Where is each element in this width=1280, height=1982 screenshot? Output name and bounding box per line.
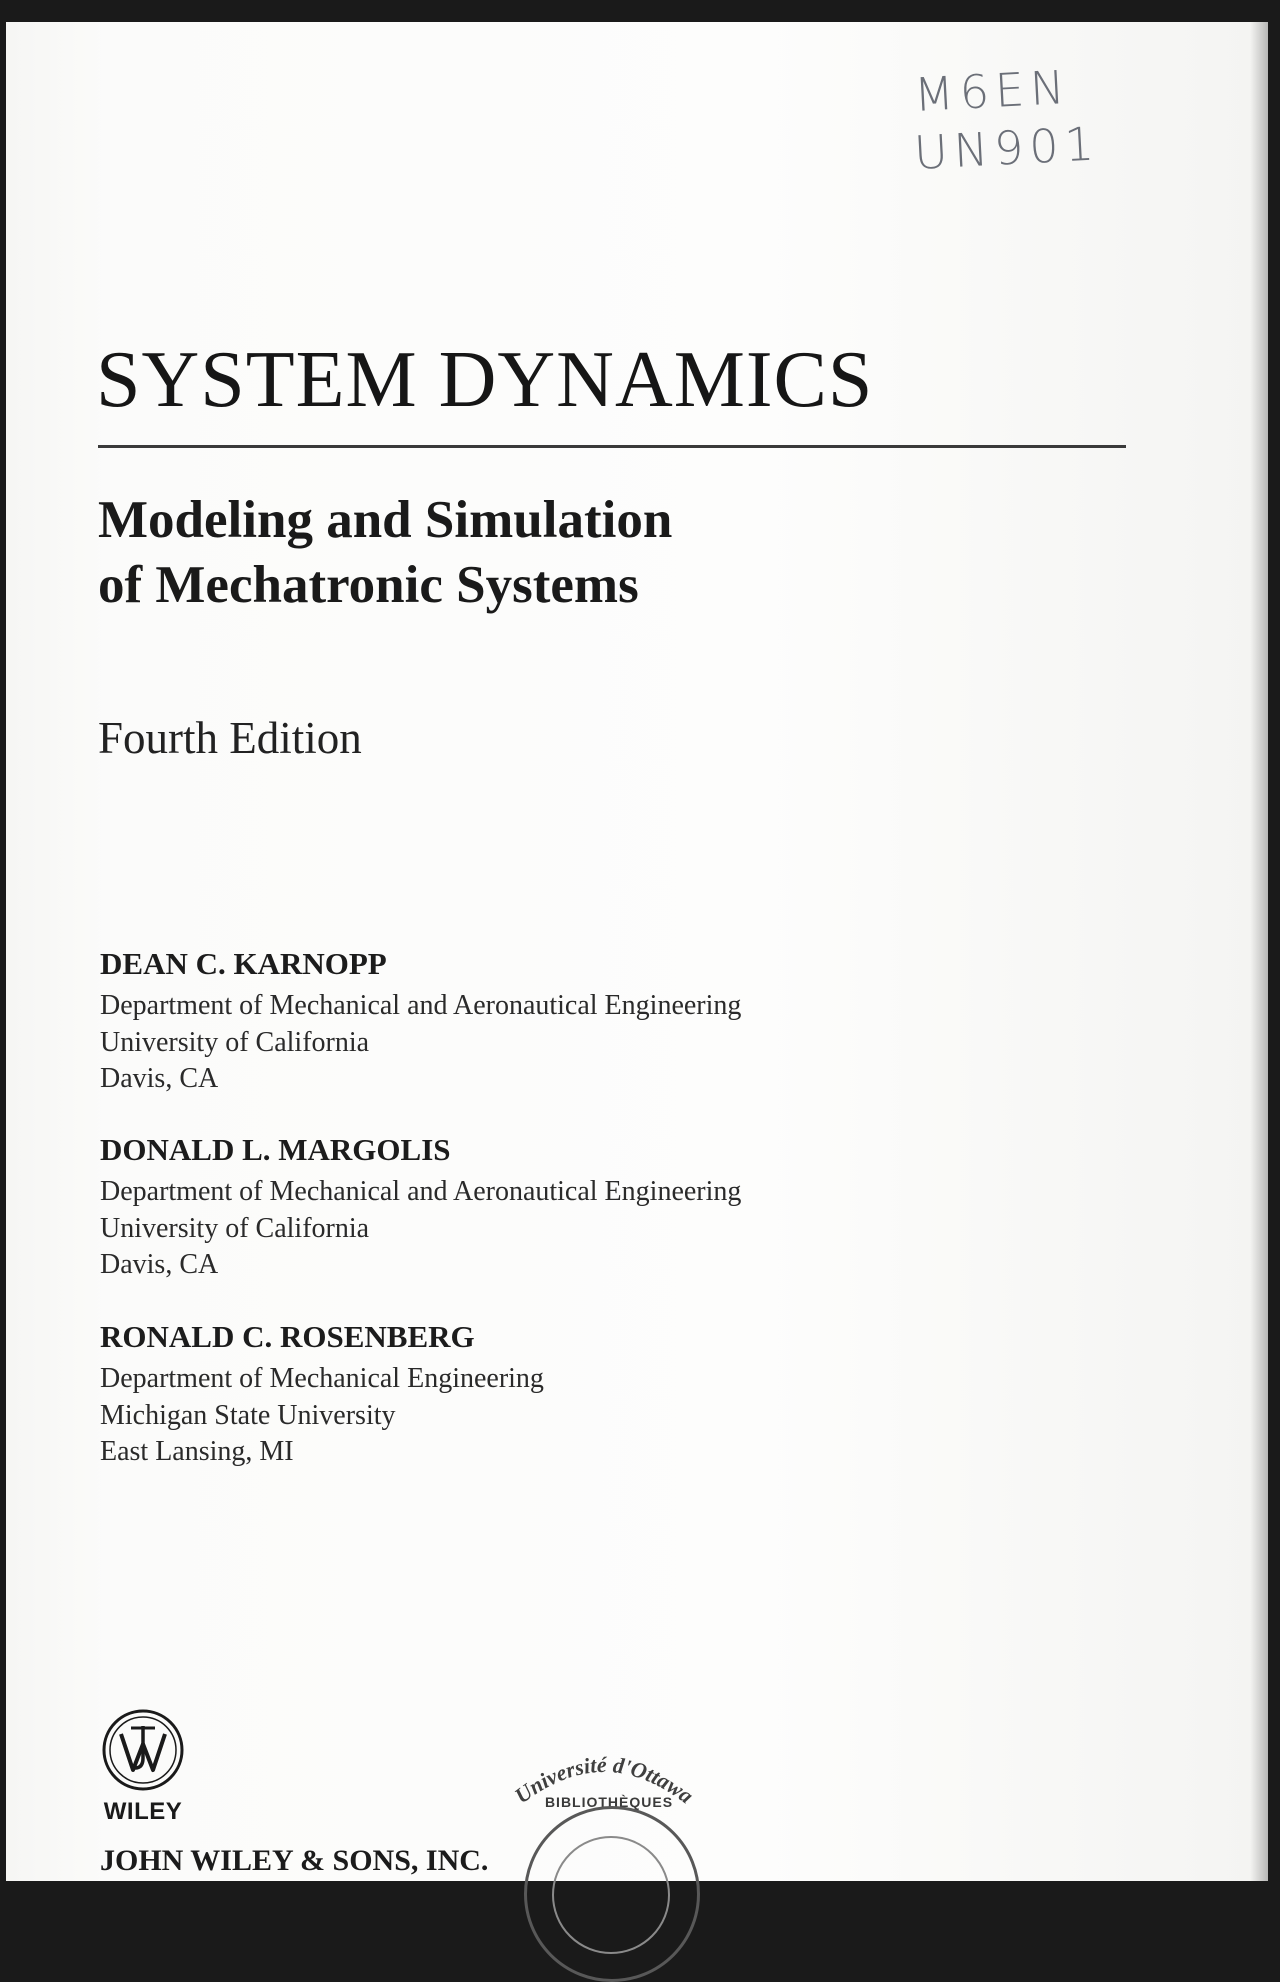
handwritten-call-number [912,59,1144,180]
author-university: Michigan State University [100,1399,396,1431]
book-subtitle [98,488,672,618]
wiley-logo-icon [101,1708,185,1792]
wiley-wordmark: WILEY [103,1798,183,1825]
author-karnopp [100,944,741,1098]
author-location: East Lansing, MI [100,1436,294,1467]
author-university: University of California [100,1026,370,1058]
author-name: DONALD L. MARGOLIS [100,1132,451,1167]
handwritten-line-2: UN901 [912,116,1102,180]
subtitle-line-2: of Mechatronic Systems [98,556,639,614]
author-department: Department of Mechanical Engineering [100,1363,544,1394]
author-location: Davis, CA [100,1063,219,1094]
spine-shadow [1250,22,1268,1881]
author-margolis [100,1130,741,1284]
edition: Fourth Edition [98,713,362,763]
author-department: Department of Mechanical and Aeronautical Engineering [100,1176,742,1207]
stamp-center-text: BIBLIOTHÈQUES [544,1794,674,1810]
author-name: RONALD C. ROSENBERG [100,1319,475,1354]
library-stamp [494,1726,714,1906]
author-rosenberg [100,1317,544,1471]
title-page [6,22,1268,1881]
publisher-name: JOHN WILEY & SONS, INC. [100,1844,489,1877]
author-department: Department of Mechanical and Aeronautical Engineering [100,990,742,1021]
svg-text:Université d'Ottawa: Université d'Ottawa [509,1751,699,1809]
author-location: Davis, CA [100,1249,219,1280]
stamp-inner-ring [552,1836,670,1954]
author-name: DEAN C. KARNOPP [100,946,387,981]
book-title: SYSTEM DYNAMICS [96,336,874,424]
author-university: University of California [100,1212,370,1244]
title-rule [98,445,1126,448]
subtitle-line-1: Modeling and Simulation [98,491,673,549]
handwritten-line-1: M6EN [912,59,1072,122]
publisher-logo [98,1708,188,1826]
